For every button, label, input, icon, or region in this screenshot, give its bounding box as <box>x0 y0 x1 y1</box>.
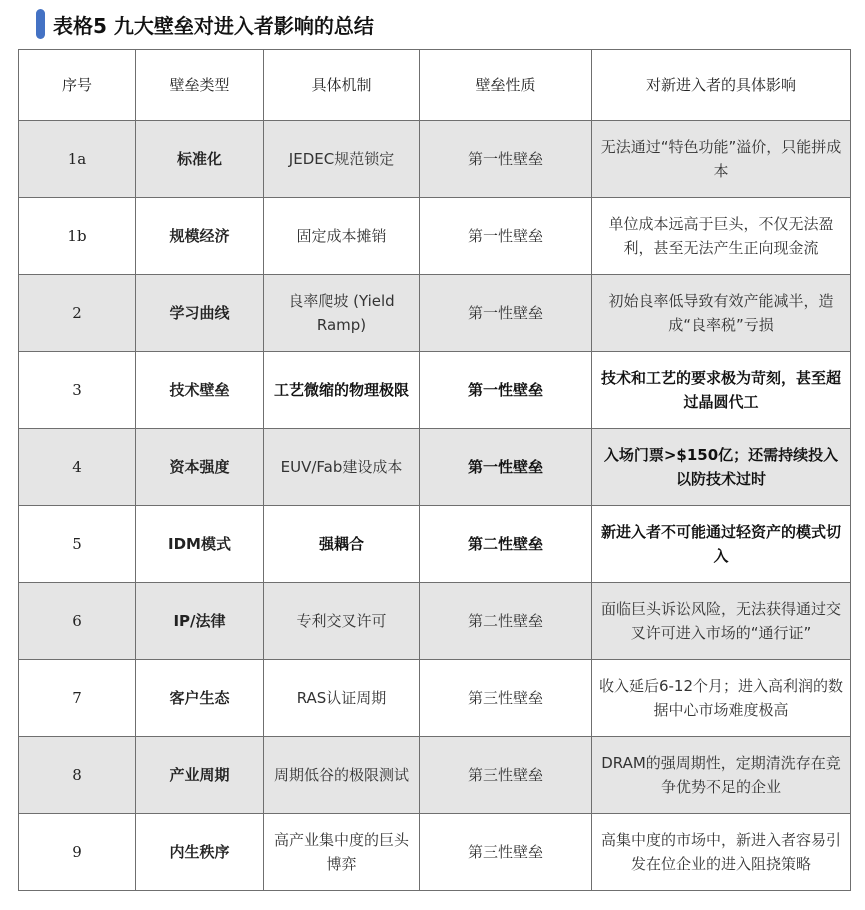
table-row <box>19 352 851 429</box>
header-cell-mechanism: 具体机制 <box>264 50 420 121</box>
row-number-cell: 5 <box>19 506 136 583</box>
row-number-cell: 6 <box>19 583 136 660</box>
barrier-type-cell: 技术壁垒 <box>136 352 264 429</box>
table-row <box>19 275 851 352</box>
barrier-type-cell: 资本强度 <box>136 429 264 506</box>
barrier-type-cell: IDM模式 <box>136 506 264 583</box>
row-number-cell: 2 <box>19 275 136 352</box>
row-number-cell: 9 <box>19 814 136 891</box>
impact-cell: 技术和工艺的要求极为苛刻，甚至超过晶圆代工 <box>592 352 851 429</box>
impact-cell: 面临巨头诉讼风险，无法获得通过交叉许可进入市场的“通行证” <box>592 583 851 660</box>
barrier-type-cell: 客户生态 <box>136 660 264 737</box>
impact-cell: 高集中度的市场中，新进入者容易引发在位企业的进入阻挠策略 <box>592 814 851 891</box>
table-header-row <box>19 50 851 121</box>
mechanism-cell: 周期低谷的极限测试 <box>264 737 420 814</box>
table-row <box>19 660 851 737</box>
barrier-nature-cell: 第一性壁垒 <box>420 352 592 429</box>
impact-cell: 单位成本远高于巨头，不仅无法盈利，甚至无法产生正向现金流 <box>592 198 851 275</box>
table-row <box>19 583 851 660</box>
barrier-nature-cell: 第二性壁垒 <box>420 506 592 583</box>
impact-cell: 收入延后6-12个月；进入高利润的数据中心市场难度极高 <box>592 660 851 737</box>
table-row <box>19 121 851 198</box>
mechanism-cell: 良率爬坡 (Yield Ramp) <box>264 275 420 352</box>
impact-cell: 无法通过“特色功能”溢价，只能拼成本 <box>592 121 851 198</box>
barrier-nature-cell: 第三性壁垒 <box>420 814 592 891</box>
table-row <box>19 814 851 891</box>
table-row <box>19 737 851 814</box>
header-cell-type: 壁垒类型 <box>136 50 264 121</box>
barrier-type-cell: 内生秩序 <box>136 814 264 891</box>
table-row <box>19 429 851 506</box>
impact-cell: 新进入者不可能通过轻资产的模式切入 <box>592 506 851 583</box>
barrier-type-cell: IP/法律 <box>136 583 264 660</box>
barrier-type-cell: 产业周期 <box>136 737 264 814</box>
header-cell-no: 序号 <box>19 50 136 121</box>
barrier-type-cell: 标准化 <box>136 121 264 198</box>
barrier-nature-cell: 第三性壁垒 <box>420 660 592 737</box>
row-number-cell: 8 <box>19 737 136 814</box>
mechanism-cell: 专利交叉许可 <box>264 583 420 660</box>
table-row <box>19 198 851 275</box>
impact-cell: DRAM的强周期性，定期清洗存在竞争优势不足的企业 <box>592 737 851 814</box>
barrier-type-cell: 规模经济 <box>136 198 264 275</box>
mechanism-cell: EUV/Fab建设成本 <box>264 429 420 506</box>
barrier-nature-cell: 第一性壁垒 <box>420 429 592 506</box>
row-number-cell: 1b <box>19 198 136 275</box>
mechanism-cell: RAS认证周期 <box>264 660 420 737</box>
barrier-nature-cell: 第三性壁垒 <box>420 737 592 814</box>
table-row <box>19 506 851 583</box>
row-number-cell: 3 <box>19 352 136 429</box>
impact-cell: 初始良率低导致有效产能减半，造成“良率税”亏损 <box>592 275 851 352</box>
mechanism-cell: 高产业集中度的巨头博弈 <box>264 814 420 891</box>
mechanism-cell: 工艺微缩的物理极限 <box>264 352 420 429</box>
barrier-nature-cell: 第一性壁垒 <box>420 198 592 275</box>
table-title: 表格5 九大壁垒对进入者影响的总结 <box>53 13 374 38</box>
barrier-summary-table <box>18 49 851 891</box>
barrier-nature-cell: 第一性壁垒 <box>420 275 592 352</box>
header-cell-impact: 对新进入者的具体影响 <box>592 50 851 121</box>
impact-cell: 入场门票>$150亿；还需持续投入以防技术过时 <box>592 429 851 506</box>
mechanism-cell: 固定成本摊销 <box>264 198 420 275</box>
header-cell-nature: 壁垒性质 <box>420 50 592 121</box>
row-number-cell: 7 <box>19 660 136 737</box>
row-number-cell: 1a <box>19 121 136 198</box>
barrier-nature-cell: 第一性壁垒 <box>420 121 592 198</box>
barrier-type-cell: 学习曲线 <box>136 275 264 352</box>
barrier-nature-cell: 第二性壁垒 <box>420 583 592 660</box>
table-body <box>19 121 851 891</box>
title-block <box>36 6 374 42</box>
mechanism-cell: 强耦合 <box>264 506 420 583</box>
mechanism-cell: JEDEC规范锁定 <box>264 121 420 198</box>
row-number-cell: 4 <box>19 429 136 506</box>
title-accent-bar <box>36 9 45 39</box>
